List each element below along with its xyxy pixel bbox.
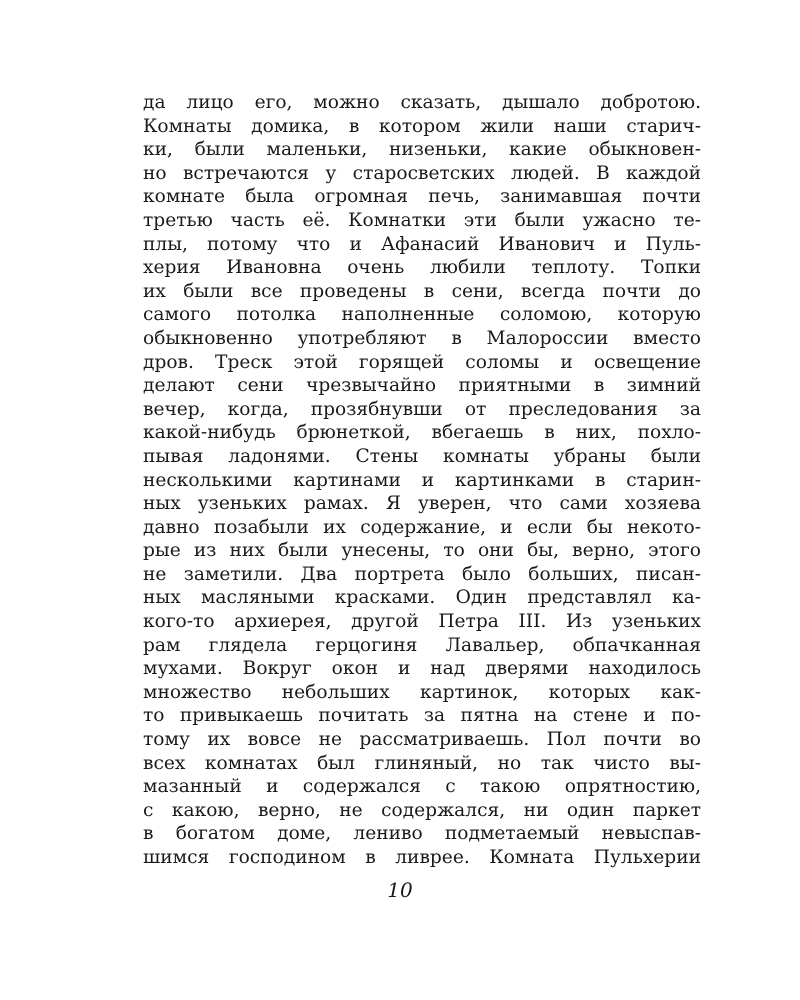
text-line: пывая ладонями. Стены комнаты убраны были xyxy=(143,445,701,467)
text-line: делают сени чрезвычайно приятными в зимний xyxy=(143,375,701,397)
text-line: рые из них были унесены, то они бы, верно, этого xyxy=(143,540,701,562)
text-line: всех комнатах был глиняный, но так чисто вы- xyxy=(143,752,701,774)
text-line: тому их вовсе не рассматриваешь. Пол почти во xyxy=(143,729,701,751)
text-line: вечер, когда, прозябнувши от преследования за xyxy=(143,398,701,420)
text-line: да лицо его, можно сказать, дышало добротою. xyxy=(143,92,701,113)
text-line: их были все проведены в сени, всегда почти до xyxy=(143,280,701,302)
text-line: но встречаются у старосветских людей. В каждой xyxy=(143,162,701,184)
body-text xyxy=(143,91,701,870)
text-line: ки, были маленьки, низеньки, какие обыкновен- xyxy=(143,139,701,161)
text-line: самого потолка наполненные соломою, которую xyxy=(143,304,701,326)
text-line: третью часть её. Комнатки эти были ужасно те- xyxy=(143,209,701,231)
text-line: с какою, верно, не содержался, ни один паркет xyxy=(143,799,701,821)
text-line: множество небольших картинок, которых как- xyxy=(143,681,701,703)
text-line: обыкновенно употребляют в Малороссии вместо xyxy=(143,327,701,349)
text-line: мазанный и содержался с такою опрятностию, xyxy=(143,776,701,798)
text-line: ных масляными красками. Один представлял ка- xyxy=(143,587,701,609)
text-line: давно позабыли их содержание, и если бы некото- xyxy=(143,516,701,538)
text-line: не заметили. Два портрета было больших, писан- xyxy=(143,563,701,585)
text-line: мухами. Вокруг окон и над дверями находилось xyxy=(143,658,701,680)
text-line: в богатом доме, лениво подметаемый невыспав- xyxy=(143,823,701,845)
text-line: дров. Треск этой горящей соломы и освещение xyxy=(143,351,701,373)
text-line: ных узеньких рамах. Я уверен, что сами хозяева xyxy=(143,493,701,515)
text-line: шимся господином в ливрее. Комната Пульхерии xyxy=(143,847,701,868)
text-line: кого-то архиерея, другой Петра III. Из узеньких xyxy=(143,611,701,633)
page-number: 10 xyxy=(387,878,413,902)
text-line: несколькими картинами и картинками в старин- xyxy=(143,469,701,491)
text-line: рам глядела герцогиня Лавальер, обпачканная xyxy=(143,634,701,656)
text-line: плы, потому что и Афанасий Иванович и Пуль- xyxy=(143,233,701,255)
text-line: то привыкаешь почитать за пятна на стене и по- xyxy=(143,705,701,727)
text-line: херия Ивановна очень любили теплоту. Топки xyxy=(143,257,701,279)
text-line: какой-нибудь брюнеткой, вбегаешь в них, похло- xyxy=(143,422,701,444)
text-line: комнате была огромная печь, занимавшая почти xyxy=(143,186,701,208)
text-line: Комнаты домика, в котором жили наши старич- xyxy=(143,115,701,137)
